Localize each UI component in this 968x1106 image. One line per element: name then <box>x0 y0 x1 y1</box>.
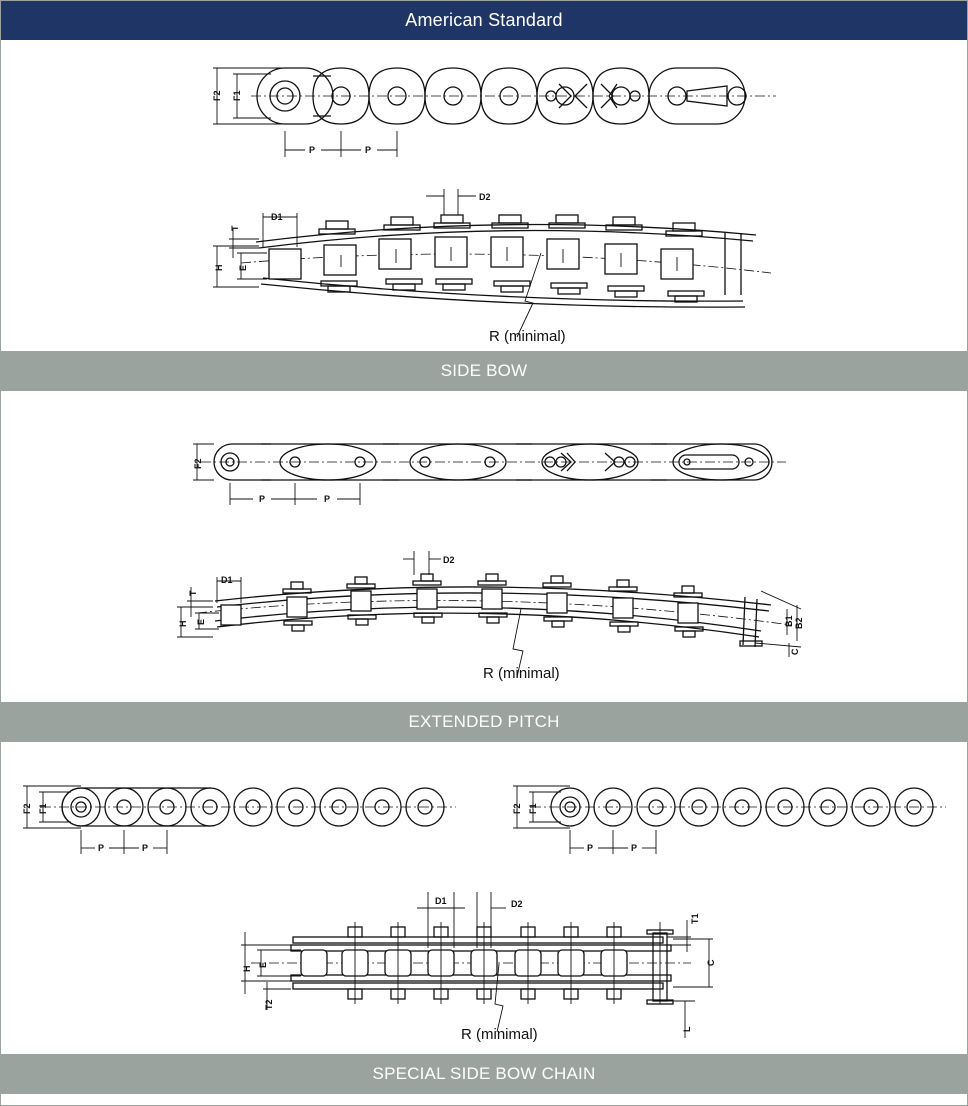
dim-label-p: P <box>631 843 638 853</box>
dim-label-d2: D2 <box>511 899 523 909</box>
chain-top-view <box>177 551 804 682</box>
american-standard-diagram <box>1 41 967 351</box>
dim-label-p: P <box>259 494 266 504</box>
dim-label-t2: T2 <box>264 999 274 1010</box>
dim-label-p: P <box>587 843 594 853</box>
dim-label-p: P <box>309 145 316 155</box>
section-header-american-standard <box>1 1 967 40</box>
dim-label-d1: D1 <box>435 896 447 906</box>
dim-label-e: E <box>238 264 248 271</box>
section-title: American Standard <box>405 10 563 30</box>
dim-label-p: P <box>142 843 149 853</box>
dim-label-d1: D1 <box>271 212 283 222</box>
section-header-side-bow <box>1 351 967 391</box>
dim-label-t: T <box>188 590 198 596</box>
dim-label-f1: F1 <box>38 803 48 814</box>
dim-label-t: T <box>230 225 240 231</box>
dim-label-d2: D2 <box>479 192 491 202</box>
dim-label-t1: T1 <box>690 913 700 924</box>
american-standard-panel <box>1 41 967 351</box>
dim-label-d1: D1 <box>221 575 233 585</box>
dim-label-c: C <box>706 959 716 966</box>
chain-top-view <box>213 189 771 345</box>
dim-label-h: H <box>178 620 188 627</box>
dim-label-f2: F2 <box>212 90 222 101</box>
dim-label-p: P <box>365 145 372 155</box>
dim-label-f1: F1 <box>232 90 242 101</box>
dim-label-b1: B1 <box>784 615 794 627</box>
dim-label-p: P <box>324 494 331 504</box>
section-header-special-side-bow <box>1 1054 967 1094</box>
extended-pitch-diagram <box>1 742 967 1054</box>
chain-side-view-right <box>512 786 946 854</box>
dim-label-e: E <box>258 961 268 968</box>
radius-label: R (minimal) <box>483 665 560 682</box>
dim-label-c: C <box>790 648 800 655</box>
dim-label-f2: F2 <box>193 458 203 469</box>
side-bow-diagram <box>1 391 967 702</box>
chain-side-view-left <box>22 786 456 854</box>
section-title: SIDE BOW <box>440 361 528 380</box>
chain-side-view <box>193 444 786 505</box>
radius-label: R (minimal) <box>461 1026 538 1043</box>
dim-label-l: L <box>682 1026 692 1032</box>
side-bow-panel <box>1 391 967 702</box>
dim-label-e: E <box>196 618 206 625</box>
chain-top-view <box>241 892 716 1043</box>
dim-label-p: P <box>98 843 105 853</box>
dim-label-f1: F1 <box>528 803 538 814</box>
section-title: EXTENDED PITCH <box>408 712 560 731</box>
extended-pitch-panel <box>1 742 967 1054</box>
radius-label: R (minimal) <box>489 328 566 345</box>
section-title: SPECIAL SIDE BOW CHAIN <box>372 1064 596 1083</box>
section-header-extended-pitch <box>1 702 967 742</box>
dim-label-h: H <box>242 965 252 972</box>
dim-label-f2: F2 <box>22 803 32 814</box>
chain-side-view <box>212 68 776 157</box>
dim-label-h: H <box>214 264 224 271</box>
dim-label-b2: B2 <box>794 617 804 629</box>
dim-label-d2: D2 <box>443 555 455 565</box>
dim-label-f2: F2 <box>512 803 522 814</box>
